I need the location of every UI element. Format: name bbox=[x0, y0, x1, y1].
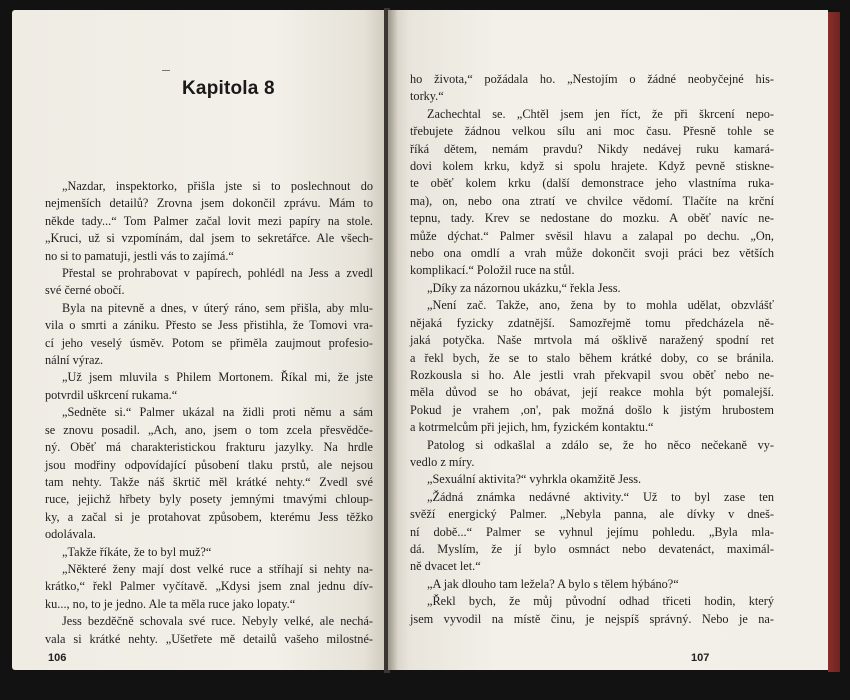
text-line: jaká potyčka. Naše mrtvola má ošklivě naražený spodní ret bbox=[410, 333, 774, 348]
text-line: Pokud je vrahem ,on', pak možná došlo k jistým hrubostem bbox=[410, 402, 774, 417]
text-line: dá. Myslím, že jí bylo osmnáct nebo devatenáct, maximál- bbox=[410, 541, 774, 556]
text-line: ruce, jejichž hřbety byly posety jemnými tmavými chloup- bbox=[45, 492, 373, 507]
text-line: ný. Oběť má charakteristickou frakturu jazylky. Na hrdle bbox=[45, 440, 373, 455]
text-line: vala si krátké nehty. „Ušetřete mě detailů vašeho milostné- bbox=[45, 631, 373, 646]
decorative-mark bbox=[162, 70, 170, 71]
text-line: „Kruci, už si vzpomínám, dal jsem to sekretářce. Ale všech- bbox=[45, 231, 373, 246]
text-line: nějaká fyzicky zdatnější. Samozřejmě tomu předcházela ně- bbox=[410, 315, 774, 330]
text-line: odolávala. bbox=[45, 527, 96, 542]
text-line: „Některé ženy mají dost velké ruce a stříhají si nehty na- bbox=[62, 561, 373, 576]
text-line: nejmenších detailů? Zrovna jsem dokončil zprávu. Mám to bbox=[45, 196, 373, 211]
book-cover-edge bbox=[828, 12, 840, 672]
text-line: Jess bezděčně schovala své ruce. Nebyly velké, ale nechá- bbox=[62, 614, 373, 629]
text-line: „A jak dlouho tam ležela? A bylo s tělem hýbáno?“ bbox=[427, 576, 679, 591]
text-line: Přestal se prohrabovat v papírech, pohlédl na Jess a zvedl bbox=[62, 266, 373, 281]
text-line: krátko,“ řekl Palmer vyčítavě. „Kdysi jsem znal jednu dív- bbox=[45, 579, 373, 594]
page-number-left: 106 bbox=[48, 652, 67, 664]
chapter-title: Kapitola 8 bbox=[182, 78, 275, 99]
text-line: „Žádná známka nedávné aktivity.“ Už to byl zase ten bbox=[427, 489, 774, 504]
text-line: komplikací.“ Položil ruce na stůl. bbox=[410, 263, 575, 278]
text-line: „Nazdar, inspektorko, přišla jste si to poslechnout do bbox=[62, 179, 373, 193]
left-page-text bbox=[45, 178, 373, 648]
text-line: a kotrmelcům při jejich, hm, fyzickém kontaktu.“ bbox=[410, 420, 654, 435]
text-line: třebujete žádnou velkou sílu ani moc času. Přesně tohle se bbox=[410, 124, 774, 139]
text-line: Patolog si odkašlal a zdálo se, že ho něco nečekaně vy- bbox=[427, 437, 774, 452]
text-line: tepnu, tady. Krev se nedostane do mozku. A oběť navíc ne- bbox=[410, 211, 774, 226]
text-line: jsou modřiny odpovídající působení tlaku prstů, ale nejsou bbox=[45, 457, 373, 472]
text-line: měla důvod se ho obávat, její reakce mohla být pomalejší. bbox=[410, 385, 774, 400]
text-line: „Takže říkáte, že to byl muž?“ bbox=[62, 544, 212, 559]
text-line: „Není zač. Takže, ano, žena by to mohla udělat, obzvlášť bbox=[427, 298, 774, 313]
text-line: někde tady...“ Tom Palmer začal lovit mezi papíry na stole. bbox=[45, 213, 373, 228]
text-line: říká dětem, nemám pravdu? Nikdy nedávej ruku kamará- bbox=[410, 141, 774, 156]
text-line: cí jeho veselý úsměv. Potom se přiměla zaujmout profesio- bbox=[45, 335, 373, 350]
text-line: může dýchat.“ Palmer svěsil hlavu a zalapal po dechu. „On, bbox=[410, 228, 774, 243]
text-line: nebo ona omdlí a vrah může dokončit svoji práci bez větších bbox=[410, 246, 774, 261]
text-line: ně dvacet let.“ bbox=[410, 559, 481, 574]
text-line: vedlo z míry. bbox=[410, 454, 475, 469]
text-line: „Už jsem mluvila s Philem Mortonem. Říkal mi, že jste bbox=[62, 370, 373, 385]
text-line: vila o smrti a zániku. Přesto se Jess přistihla, že Tomovi vra- bbox=[45, 318, 373, 333]
text-line: ky, a začal si je protahovat způsobem, kterému Jess těžko bbox=[45, 509, 373, 524]
text-line: svěží energický Palmer. „Nebyla panna, ale dívky v dneš- bbox=[410, 507, 774, 522]
text-line: „Díky za názornou ukázku,“ řekla Jess. bbox=[427, 280, 621, 295]
text-line: se znovu posadil. „Ach, ano, jsem o tom zcela přesvědče- bbox=[45, 422, 373, 437]
text-line: te oběť kolem krku (další demonstrace jeho vlastníma ruka- bbox=[410, 176, 774, 191]
page-number-right: 107 bbox=[691, 652, 710, 664]
text-line: své černé obočí. bbox=[45, 283, 125, 298]
text-line: dovi kolem krku, když si spolu hrajete. Když pevně stiskne- bbox=[410, 159, 774, 174]
text-line: „Sedněte si.“ Palmer ukázal na židli proti němu a sám bbox=[62, 405, 373, 420]
left-page bbox=[12, 10, 386, 670]
text-line: Byla na pitevně a dnes, v úterý ráno, sem přišla, aby mlu- bbox=[62, 300, 373, 315]
text-line: „Sexuální aktivita?“ vyhrkla okamžitě Jess. bbox=[427, 472, 642, 487]
right-page-text bbox=[410, 71, 774, 628]
text-line: a řekl bych, že se to stalo během krátké doby, co se bránila. bbox=[410, 350, 774, 365]
text-line: ma), on, nebo ona ztratí ve chvilce vědomí. Tlačíte na krční bbox=[410, 193, 774, 208]
text-line: jsem vyvodil na místě činu, je nejspíš správný. Nebo je na- bbox=[410, 611, 774, 626]
text-line: ho života,“ požádala ho. „Nestojím o žádné neobyčejné his- bbox=[410, 72, 774, 86]
text-line: nální výraz. bbox=[45, 353, 104, 368]
text-line: no si to pamatuji, jestli vás to zajímá.“ bbox=[45, 248, 234, 263]
gutter-shadow bbox=[388, 10, 398, 670]
text-line: Rozkousla si ho. Ale jestli vrah překvapil svou oběť nebo ne- bbox=[410, 367, 774, 382]
text-line: „Řekl bych, že můj původní odhad třiceti hodin, který bbox=[427, 594, 774, 609]
text-line: ní době...“ Palmer se vyhnul jejímu pohledu. „Byla mla- bbox=[410, 524, 774, 539]
text-line: Zachechtal se. „Chtěl jsem jen říct, že při škrcení nepo- bbox=[427, 106, 774, 121]
text-line: ku..., no, to je jedno. Ale ta měla ruce jako lopaty.“ bbox=[45, 596, 296, 611]
text-line: tam nehty. Takže náš škrtič měl krátké nehty.“ Zvedl své bbox=[45, 474, 373, 489]
text-line: potvrdil uškrcení rukama.“ bbox=[45, 387, 178, 402]
text-line: torky.“ bbox=[410, 89, 444, 104]
